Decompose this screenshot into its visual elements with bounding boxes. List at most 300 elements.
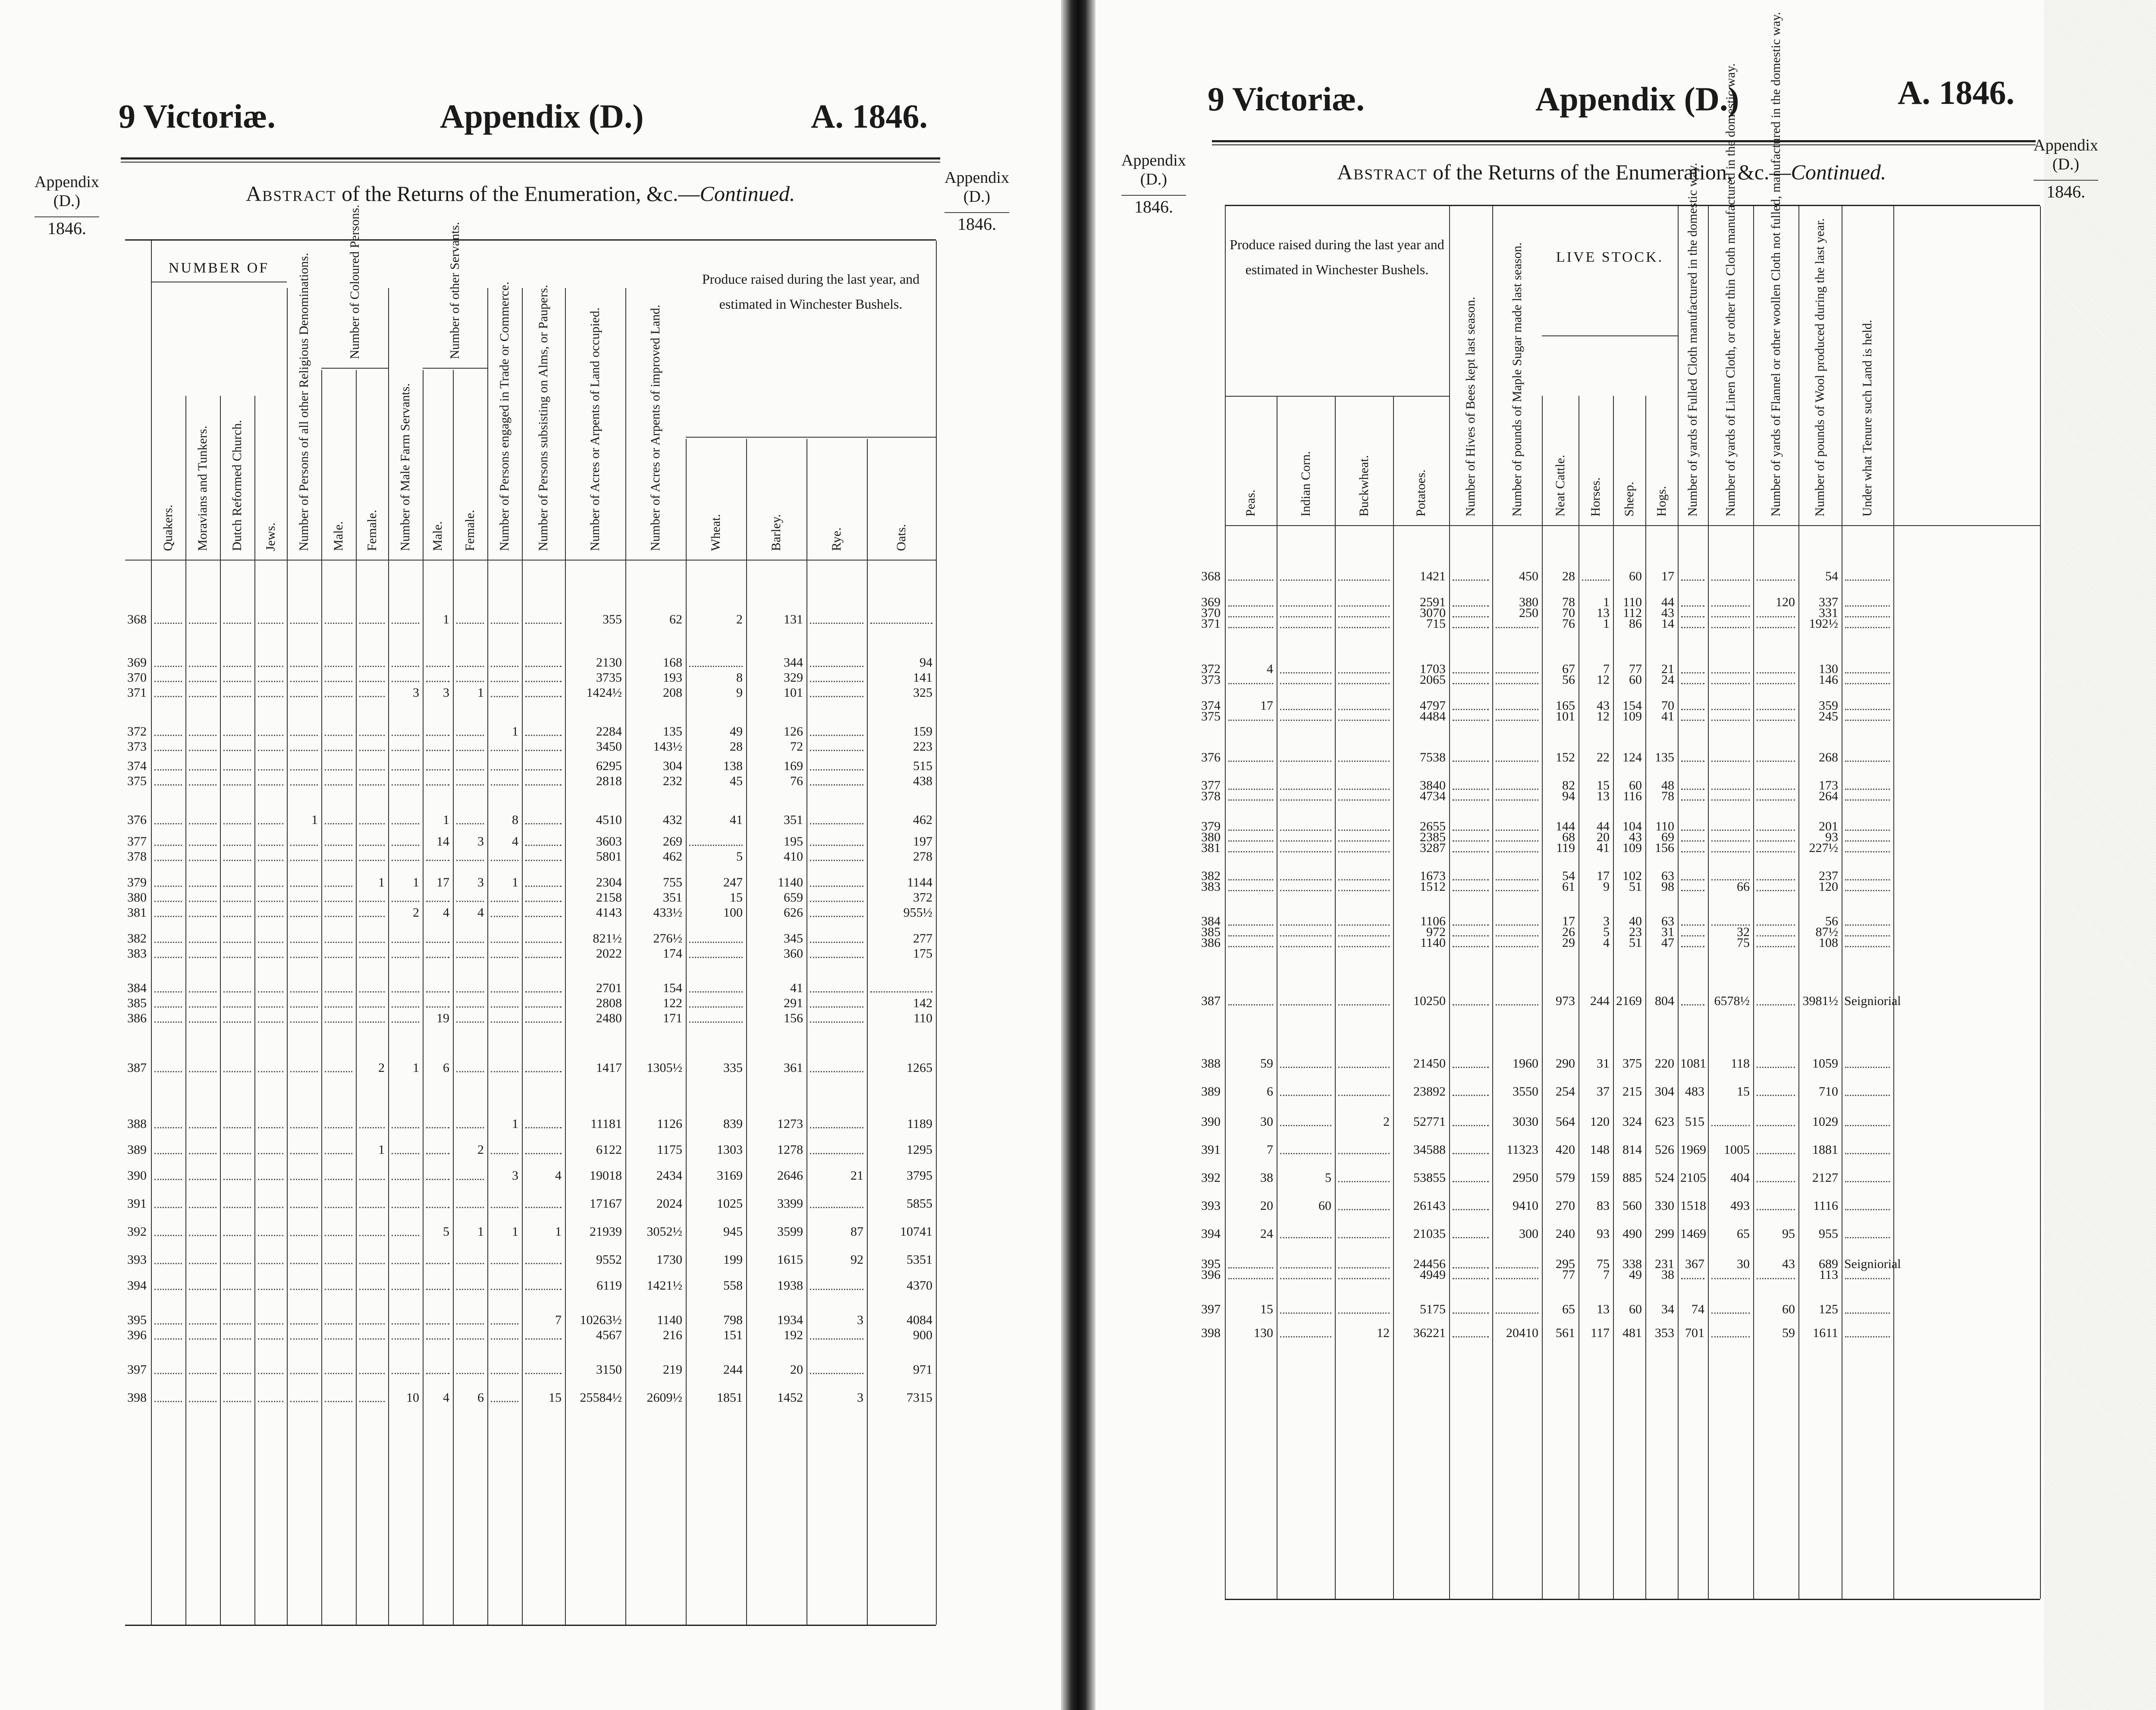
leader-dots — [392, 1006, 419, 1008]
leader-dots — [290, 750, 318, 751]
leader-dots — [359, 901, 385, 902]
leader-dots — [456, 681, 484, 682]
leader-dots — [1845, 1125, 1890, 1126]
leader-dots — [1496, 789, 1538, 790]
leader-dots — [1453, 1312, 1489, 1314]
table-cell: 165 — [1556, 698, 1575, 713]
leader-dots — [426, 1338, 449, 1340]
leader-dots — [1280, 1278, 1331, 1279]
leader-dots — [1338, 879, 1390, 880]
table-cell: 1881 — [1812, 1143, 1838, 1157]
table-cell: 331 — [1819, 606, 1838, 620]
table-cell: 117 — [1591, 1326, 1610, 1340]
district-number: 374 — [127, 759, 147, 773]
column-rule — [1393, 396, 1394, 1599]
leader-dots — [491, 1071, 518, 1072]
leader-dots — [1453, 1237, 1489, 1238]
table-cell: 1960 — [1513, 1056, 1538, 1071]
leader-dots — [223, 845, 251, 846]
leader-dots — [1845, 1095, 1890, 1096]
leader-dots — [689, 1021, 743, 1023]
column-rule — [1225, 206, 1226, 1599]
table-cell: 973 — [1556, 994, 1575, 1008]
leader-dots — [1681, 761, 1704, 762]
table-cell: 3 — [443, 686, 449, 700]
table-cell: 4 — [1267, 662, 1273, 676]
table-cell: 192½ — [1809, 617, 1838, 631]
district-number: 373 — [127, 739, 147, 754]
table-cell: 192 — [784, 1328, 803, 1342]
leader-dots — [392, 769, 419, 770]
leader-dots — [1757, 761, 1795, 762]
table-cell: 299 — [1655, 1227, 1674, 1241]
leader-dots — [810, 1289, 863, 1290]
leader-dots — [189, 823, 217, 824]
leader-dots — [325, 942, 352, 943]
table-cell: 462 — [913, 813, 932, 827]
table-cell: 77 — [1562, 1268, 1575, 1282]
leader-dots — [1681, 627, 1704, 628]
table-cell: 7 — [1603, 1268, 1610, 1282]
leader-dots — [1845, 851, 1890, 852]
leader-dots — [810, 957, 863, 958]
table-cell: 199 — [723, 1253, 743, 1267]
district-number: 396 — [1201, 1268, 1221, 1282]
leader-dots — [223, 1179, 251, 1180]
leader-dots — [1711, 840, 1750, 842]
table-cell: 353 — [1655, 1326, 1674, 1340]
district-number: 387 — [127, 1061, 147, 1075]
leader-dots — [1681, 890, 1704, 891]
table-cell: 1140 — [778, 875, 803, 889]
table-cell: 159 — [1590, 1171, 1610, 1185]
table-cell: 28 — [1562, 569, 1575, 583]
table-cell: 4 — [477, 905, 484, 920]
group-rule — [321, 368, 388, 369]
table-cell: 3150 — [596, 1362, 622, 1377]
leader-dots — [154, 666, 182, 667]
table-cell: 130 — [1254, 1326, 1273, 1340]
table-cell: 44 — [1597, 819, 1610, 833]
table-cell: 1 — [413, 875, 419, 889]
district-number: 394 — [1201, 1227, 1221, 1241]
table-cell: 32 — [1737, 925, 1750, 939]
district-number: 383 — [127, 946, 147, 961]
table-cell: 247 — [723, 875, 743, 889]
table-cell: 122 — [663, 996, 682, 1010]
leader-dots — [1280, 1153, 1331, 1154]
leader-dots — [1338, 851, 1390, 852]
table-cell: 1029 — [1812, 1115, 1838, 1129]
leader-dots — [491, 623, 518, 624]
column-rule — [936, 241, 937, 1625]
leader-dots — [1711, 789, 1750, 790]
table-cell: 1 — [1603, 595, 1610, 609]
leader-dots — [392, 735, 419, 736]
table-cell: 277 — [913, 931, 932, 946]
table-cell: 900 — [913, 1328, 932, 1342]
table-cell: 276½ — [653, 931, 682, 946]
table-cell: 21 — [1661, 662, 1674, 676]
leader-dots — [525, 735, 562, 736]
table-cell: 1512 — [1420, 880, 1446, 894]
table-cell: 5 — [1325, 1171, 1331, 1185]
table-cell: 116 — [1623, 789, 1642, 803]
leader-dots — [426, 957, 449, 958]
table-cell: 372 — [913, 890, 932, 905]
header-rule — [121, 157, 940, 163]
table-cell: 19 — [436, 1011, 449, 1025]
leader-dots — [1845, 1278, 1890, 1279]
table-cell: 7 — [1603, 662, 1610, 676]
district-number: 375 — [127, 774, 147, 788]
table-cell: 4 — [443, 1391, 449, 1405]
leader-dots — [223, 1338, 251, 1340]
leader-dots — [325, 1127, 352, 1128]
table-cell: 244 — [1590, 994, 1610, 1008]
leader-dots — [689, 991, 743, 993]
table-cell: 78 — [1562, 595, 1575, 609]
leader-dots — [258, 681, 283, 682]
leader-dots — [810, 1373, 863, 1374]
table-cell: 240 — [1556, 1227, 1575, 1241]
leader-dots — [223, 666, 251, 667]
book-gutter — [1061, 0, 1095, 1710]
leader-dots — [1681, 851, 1704, 852]
leader-dots — [1453, 840, 1489, 842]
leader-dots — [392, 1323, 419, 1325]
leader-dots — [491, 681, 518, 682]
leader-dots — [290, 1207, 318, 1208]
leader-dots — [359, 681, 385, 682]
column-rule — [220, 396, 221, 1625]
leader-dots — [359, 1289, 385, 1290]
leader-dots — [1681, 720, 1704, 721]
table-cell: 623 — [1655, 1115, 1674, 1129]
leader-dots — [154, 823, 182, 824]
table-cell: 290 — [1556, 1056, 1575, 1071]
leader-dots — [325, 735, 352, 736]
table-cell: 61 — [1562, 880, 1575, 894]
table-cell: 6578½ — [1714, 994, 1750, 1008]
table-cell: 138 — [723, 759, 743, 773]
table-cell: 404 — [1730, 1171, 1750, 1185]
leader-dots — [154, 901, 182, 902]
leader-dots — [810, 750, 863, 751]
leader-dots — [491, 1338, 518, 1340]
table-cell: 433½ — [653, 905, 682, 920]
leader-dots — [290, 1153, 318, 1154]
table-cell: 12 — [1597, 709, 1610, 723]
table-cell: 1 — [512, 1117, 518, 1131]
leader-dots — [1280, 799, 1331, 801]
leader-dots — [189, 886, 217, 887]
table-cell: 60 — [1629, 569, 1642, 583]
leader-dots — [1338, 605, 1390, 607]
district-number: 397 — [127, 1362, 147, 1377]
leader-dots — [359, 1006, 385, 1008]
leader-dots — [189, 845, 217, 846]
table-cell: 87½ — [1815, 925, 1838, 939]
table-cell: 462 — [663, 849, 682, 864]
table-cell: 245 — [1819, 709, 1838, 723]
table-cell: 72 — [790, 739, 803, 754]
table-cell: 216 — [663, 1328, 682, 1342]
table-cell: 223 — [913, 739, 932, 754]
leader-dots — [189, 666, 217, 667]
district-number: 382 — [127, 931, 147, 946]
table-cell: 13 — [1597, 789, 1610, 803]
leader-dots — [325, 1401, 352, 1402]
table-cell: 839 — [723, 1117, 743, 1131]
leader-dots — [426, 901, 449, 902]
leader-dots — [258, 1338, 283, 1340]
table-cell: 109 — [1622, 709, 1642, 723]
table-cell: 324 — [1622, 1115, 1642, 1129]
leader-dots — [525, 1006, 562, 1008]
leader-dots — [1280, 1095, 1331, 1096]
leader-dots — [154, 1373, 182, 1374]
table-cell: 219 — [663, 1362, 682, 1377]
column-header: Rye. — [829, 527, 844, 551]
leader-dots — [1453, 789, 1489, 790]
table-cell: 244 — [723, 1362, 743, 1377]
leader-dots — [426, 1373, 449, 1374]
group-rule — [423, 368, 487, 369]
leader-dots — [1453, 616, 1489, 617]
table-cell: 250 — [1519, 606, 1538, 620]
leader-dots — [1496, 946, 1538, 947]
table-cell: 626 — [784, 905, 803, 920]
table-cell: 269 — [663, 834, 682, 849]
leader-dots — [258, 901, 283, 902]
leader-dots — [290, 735, 318, 736]
leader-dots — [1845, 1209, 1890, 1210]
leader-dots — [1280, 1067, 1331, 1068]
leader-dots — [491, 750, 518, 751]
column-rule — [746, 439, 747, 1625]
leader-dots — [1757, 946, 1795, 947]
district-number: 395 — [1201, 1257, 1221, 1271]
leader-dots — [1845, 1336, 1890, 1337]
leader-dots — [456, 991, 484, 993]
leader-dots — [1280, 1237, 1331, 1238]
leader-dots — [1338, 1278, 1390, 1279]
column-header: Indian Corn. — [1298, 451, 1313, 517]
table-cell: 3 — [477, 834, 484, 849]
table-cell: 98 — [1661, 880, 1674, 894]
leader-dots — [426, 681, 449, 682]
group-header-live-stock: LIVE STOCK. — [1556, 249, 1664, 265]
leader-dots — [525, 784, 562, 786]
column-rule — [1708, 206, 1709, 1599]
leader-dots — [154, 735, 182, 736]
leader-dots — [290, 1373, 318, 1374]
table-cell: 14 — [1661, 617, 1674, 631]
leader-dots — [290, 916, 318, 917]
leader-dots — [258, 696, 283, 697]
leader-dots — [1280, 672, 1331, 673]
leader-dots — [392, 681, 419, 682]
table-cell: 7 — [555, 1313, 562, 1327]
leader-dots — [189, 1006, 217, 1008]
leader-dots — [1496, 1278, 1538, 1279]
table-cell: 264 — [1819, 789, 1838, 803]
leader-dots — [810, 823, 863, 824]
leader-dots — [359, 750, 385, 751]
leader-dots — [1453, 709, 1489, 710]
leader-dots — [491, 696, 518, 697]
leader-dots — [456, 1127, 484, 1128]
leader-dots — [359, 845, 385, 846]
leader-dots — [1711, 1125, 1750, 1126]
leader-dots — [1338, 579, 1390, 581]
leader-dots — [1496, 935, 1538, 936]
table-cell: 17167 — [590, 1196, 622, 1211]
leader-dots — [359, 1179, 385, 1180]
leader-dots — [1711, 799, 1750, 801]
leader-dots — [258, 1153, 283, 1154]
table-cell: 1 — [512, 724, 518, 739]
leader-dots — [189, 1373, 217, 1374]
leader-dots — [223, 769, 251, 770]
leader-dots — [810, 1338, 863, 1340]
leader-dots — [1496, 924, 1538, 926]
column-rule — [1613, 396, 1614, 1599]
leader-dots — [223, 623, 251, 624]
leader-dots — [392, 1207, 419, 1208]
leader-dots — [870, 991, 932, 993]
abstract-table-left — [125, 204, 936, 1626]
district-number: 395 — [127, 1313, 147, 1327]
leader-dots — [325, 1323, 352, 1325]
table-cell: 1730 — [656, 1253, 682, 1267]
district-number: 392 — [127, 1225, 147, 1239]
leader-dots — [189, 1071, 217, 1072]
table-cell: 60 — [1318, 1199, 1331, 1213]
leader-dots — [1338, 1067, 1390, 1068]
table-cell: 142 — [913, 996, 932, 1010]
table-cell: 76 — [1562, 617, 1575, 631]
leader-dots — [1757, 627, 1795, 628]
leader-dots — [223, 901, 251, 902]
table-cell: 814 — [1622, 1143, 1642, 1157]
table-cell: 60 — [1629, 1302, 1642, 1316]
table-cell: 945 — [723, 1225, 743, 1239]
table-cell: 65 — [1562, 1302, 1575, 1316]
table-cell: 75 — [1597, 1257, 1610, 1271]
table-cell: 4949 — [1420, 1268, 1446, 1282]
table-cell: 344 — [784, 655, 803, 670]
leader-dots — [1453, 935, 1489, 936]
column-header: Wheat. — [709, 514, 723, 551]
table-cell: 2701 — [596, 981, 622, 995]
leader-dots — [525, 916, 562, 917]
leader-dots — [189, 750, 217, 751]
leader-dots — [1845, 799, 1890, 801]
leader-dots — [810, 1071, 863, 1072]
leader-dots — [359, 1323, 385, 1325]
table-cell: 3399 — [777, 1196, 803, 1211]
leader-dots — [1338, 672, 1390, 673]
leader-dots — [525, 696, 562, 697]
leader-dots — [189, 1179, 217, 1180]
table-cell: 1278 — [777, 1143, 803, 1157]
leader-dots — [325, 901, 352, 902]
column-rule — [321, 370, 322, 1625]
leader-dots — [290, 666, 318, 667]
leader-dots — [1453, 946, 1489, 947]
table-cell: 490 — [1622, 1227, 1642, 1241]
table-cell: 4 — [1603, 936, 1610, 950]
leader-dots — [154, 1153, 182, 1154]
leader-dots — [1711, 1336, 1750, 1337]
table-cell: 112 — [1623, 606, 1642, 620]
leader-dots — [154, 784, 182, 786]
header-rule — [1212, 140, 2036, 145]
leader-dots — [392, 1289, 419, 1290]
column-rule — [1645, 396, 1646, 1599]
leader-dots — [456, 1021, 484, 1023]
leader-dots — [154, 681, 182, 682]
table-cell: 3287 — [1420, 841, 1446, 855]
table-cell: 1081 — [1680, 1056, 1706, 1071]
leader-dots — [525, 886, 562, 887]
table-cell: 30 — [1260, 1115, 1273, 1129]
leader-dots — [1496, 761, 1538, 762]
table-cell: 438 — [913, 774, 932, 788]
leader-dots — [392, 957, 419, 958]
leader-dots — [1711, 616, 1750, 617]
table-cell: 2 — [477, 1143, 484, 1157]
leader-dots — [1338, 1004, 1390, 1005]
table-cell: 1417 — [596, 1061, 622, 1075]
leader-dots — [1496, 830, 1538, 831]
column-rule — [1798, 206, 1799, 1599]
leader-dots — [1280, 761, 1331, 762]
leader-dots — [1845, 935, 1890, 936]
leader-dots — [1711, 761, 1750, 762]
table-cell: 8 — [736, 670, 743, 685]
leader-dots — [290, 942, 318, 943]
leader-dots — [223, 1006, 251, 1008]
district-number: 390 — [127, 1168, 147, 1183]
table-cell: 5351 — [907, 1253, 932, 1267]
table-cell: 2385 — [1420, 830, 1446, 844]
table-cell: 120 — [1776, 595, 1795, 609]
column-rule — [1893, 206, 1894, 1599]
leader-dots — [1280, 851, 1331, 852]
table-cell: 3550 — [1513, 1084, 1538, 1099]
leader-dots — [525, 681, 562, 682]
table-cell: 564 — [1556, 1115, 1575, 1129]
page-header-left: 9 Victoriæ. — [1208, 80, 1365, 118]
district-number: 392 — [1201, 1171, 1221, 1185]
page-header-right: A. 1846. — [811, 97, 928, 135]
table-cell: 62 — [669, 612, 682, 626]
leader-dots — [1228, 946, 1273, 947]
leader-dots — [258, 1263, 283, 1264]
column-rule — [388, 288, 389, 1625]
column-header: Oats. — [894, 524, 908, 551]
leader-dots — [1228, 830, 1273, 831]
leader-dots — [325, 769, 352, 770]
table-cell: 1 — [413, 1061, 419, 1075]
leader-dots — [456, 1071, 484, 1072]
table-cell: 2655 — [1420, 819, 1446, 833]
leader-dots — [1280, 840, 1331, 842]
table-cell: 4510 — [596, 813, 622, 827]
